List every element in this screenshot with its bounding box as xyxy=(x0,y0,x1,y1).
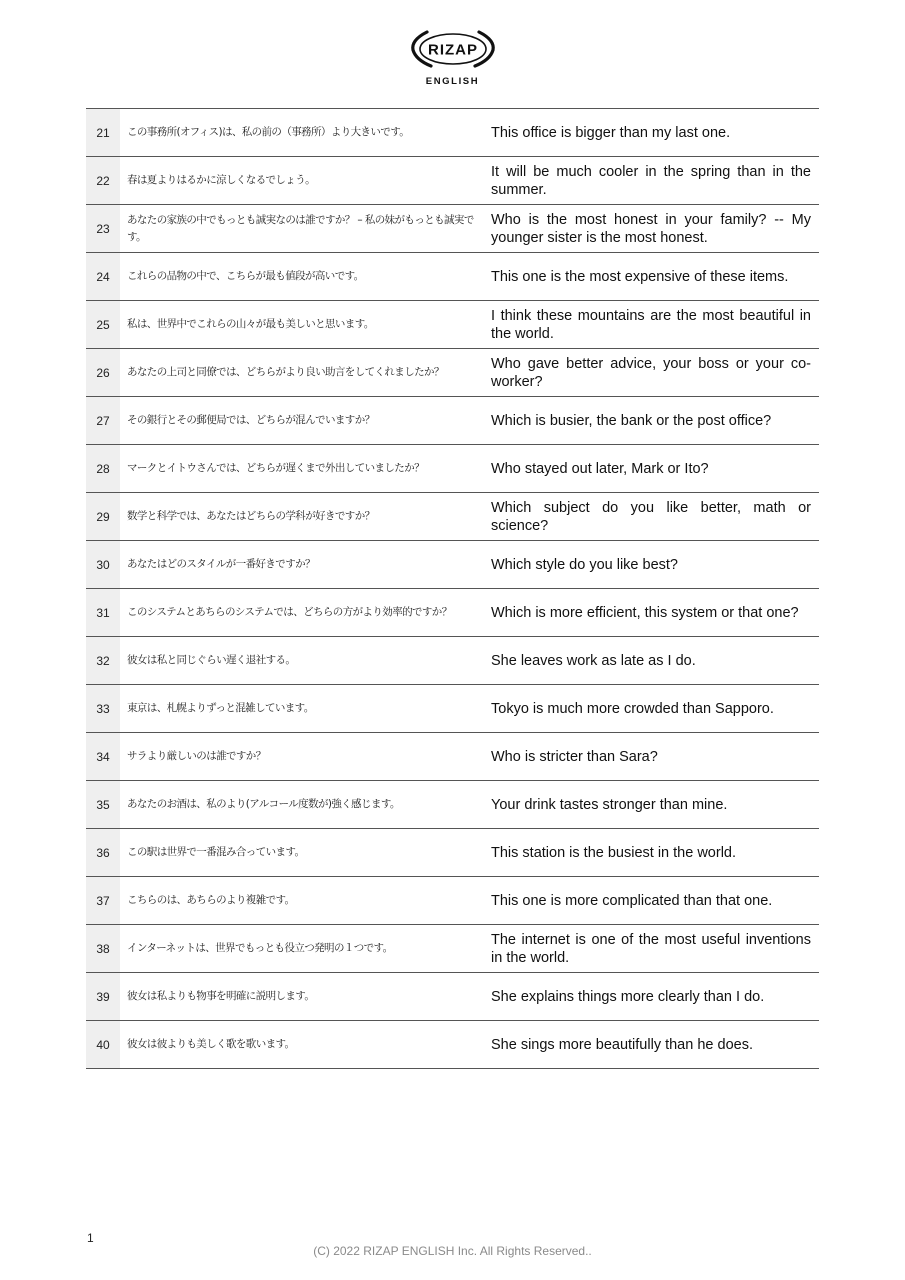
table-row xyxy=(86,1021,819,1069)
row-number: 30 xyxy=(86,541,120,589)
japanese-sentence: 東京は、札幌よりずっと混雑しています。 xyxy=(127,702,314,714)
row-number: 29 xyxy=(86,493,120,541)
english-sentence: Who gave better advice, your boss or your co-worker? xyxy=(491,355,811,390)
table-row xyxy=(86,397,819,445)
table-row xyxy=(86,253,819,301)
table-row xyxy=(86,973,819,1021)
english-sentence: This one is the most expensive of these items. xyxy=(491,268,789,285)
logo xyxy=(0,26,905,87)
english-sentence: Which is more efficient, this system or that one? xyxy=(491,604,799,621)
row-number: 34 xyxy=(86,733,120,781)
english-sentence: She sings more beautifully than he does. xyxy=(491,1036,753,1053)
row-number: 33 xyxy=(86,685,120,733)
table-row xyxy=(86,877,819,925)
table-row xyxy=(86,301,819,349)
row-number: 32 xyxy=(86,637,120,685)
row-number: 36 xyxy=(86,829,120,877)
table-row xyxy=(86,157,819,205)
table-row xyxy=(86,637,819,685)
table-row xyxy=(86,109,819,157)
japanese-sentence: この事務所(オフィス)は、私の前の（事務所）より大きいです。 xyxy=(127,126,410,138)
table-row xyxy=(86,925,819,973)
row-number: 26 xyxy=(86,349,120,397)
row-number: 37 xyxy=(86,877,120,925)
row-number: 27 xyxy=(86,397,120,445)
row-number: 23 xyxy=(86,205,120,253)
table-row xyxy=(86,205,819,253)
row-number: 40 xyxy=(86,1021,120,1069)
table-row xyxy=(86,733,819,781)
english-sentence: Which subject do you like better, math or science? xyxy=(491,499,811,534)
japanese-sentence: 春は夏よりはるかに涼しくなるでしょう。 xyxy=(127,174,315,186)
table-row xyxy=(86,541,819,589)
table-row xyxy=(86,781,819,829)
japanese-sentence: これらの品物の中で、こちらが最も値段が高いです。 xyxy=(127,270,364,282)
japanese-sentence: 数学と科学では、あなたはどちらの学科が好きですか？ xyxy=(127,510,375,522)
row-number: 39 xyxy=(86,973,120,1021)
table-row xyxy=(86,493,819,541)
table-row xyxy=(86,829,819,877)
japanese-sentence: 彼女は私と同じぐらい遅く退社する。 xyxy=(127,654,296,666)
row-number: 22 xyxy=(86,157,120,205)
row-number: 31 xyxy=(86,589,120,637)
japanese-sentence: マークとイトウさんでは、どちらが遅くまで外出していましたか？ xyxy=(127,462,424,474)
japanese-sentence: サラより厳しいのは誰ですか？ xyxy=(127,750,266,762)
english-sentence: Who is stricter than Sara? xyxy=(491,748,658,765)
logo-text: RIZAP xyxy=(427,41,478,59)
english-sentence: The internet is one of the most useful inventions in the world. xyxy=(491,931,811,966)
copyright-notice: (C) 2022 RIZAP ENGLISH Inc. All Rights Reserved.. xyxy=(313,1244,592,1258)
logo-subtitle: ENGLISH xyxy=(425,76,480,87)
row-number: 25 xyxy=(86,301,120,349)
rizap-logo-mark xyxy=(407,26,499,72)
english-sentence: This one is more complicated than that one. xyxy=(491,892,773,909)
english-sentence: I think these mountains are the most beautiful in the world. xyxy=(491,307,811,342)
english-sentence: It will be much cooler in the spring than in the summer. xyxy=(491,163,811,198)
japanese-sentence: あなたの家族の中でもっとも誠実なのは誰ですか？ – 私の妹がもっとも誠実です。 xyxy=(127,213,474,243)
japanese-sentence: あなたはどのスタイルが一番好きですか？ xyxy=(127,558,315,570)
japanese-sentence: このシステムとあちらのシステムでは、どちらの方がより効率的ですか？ xyxy=(127,606,452,618)
english-sentence: Who stayed out later, Mark or Ito? xyxy=(491,460,709,477)
english-sentence: Tokyo is much more crowded than Sapporo. xyxy=(491,700,774,717)
table-row xyxy=(86,445,819,493)
japanese-sentence: インターネットは、世界でもっとも役立つ発明の１つです。 xyxy=(127,942,393,954)
english-sentence: Your drink tastes stronger than mine. xyxy=(491,796,728,813)
english-sentence: Which style do you like best? xyxy=(491,556,678,573)
japanese-sentence: 彼女は私よりも物事を明確に説明します。 xyxy=(127,990,315,1002)
english-sentence: This station is the busiest in the world. xyxy=(491,844,737,861)
japanese-sentence: こちらのは、あちらのより複雑です。 xyxy=(127,894,295,906)
page-number: 1 xyxy=(87,1231,94,1245)
table-row xyxy=(86,685,819,733)
japanese-sentence: この駅は世界で一番混み合っています。 xyxy=(127,846,305,858)
row-number: 38 xyxy=(86,925,120,973)
english-sentence: This office is bigger than my last one. xyxy=(491,124,731,141)
english-sentence: She explains things more clearly than I do. xyxy=(491,988,765,1005)
row-number: 35 xyxy=(86,781,120,829)
english-sentence: Who is the most honest in your family? -- My younger sister is the most honest. xyxy=(491,211,811,246)
row-number: 21 xyxy=(86,109,120,157)
japanese-sentence: 彼女は彼よりも美しく歌を歌います。 xyxy=(127,1038,295,1050)
phrase-table-body xyxy=(86,109,819,1069)
japanese-sentence: あなたの上司と同僚では、どちらがより良い助言をしてくれましたか？ xyxy=(127,366,444,378)
japanese-sentence: あなたのお酒は、私のより(アルコール度数が)強く感じます。 xyxy=(127,798,400,810)
japanese-sentence: 私は、世界中でこれらの山々が最も美しいと思います。 xyxy=(127,318,374,330)
row-number: 24 xyxy=(86,253,120,301)
japanese-sentence: その銀行とその郵便局では、どちらが混んでいますか？ xyxy=(127,414,375,426)
table-row xyxy=(86,349,819,397)
english-sentence: Which is busier, the bank or the post office? xyxy=(491,412,772,429)
english-sentence: She leaves work as late as I do. xyxy=(491,652,696,669)
phrase-table xyxy=(86,108,819,1069)
table-row xyxy=(86,589,819,637)
row-number: 28 xyxy=(86,445,120,493)
